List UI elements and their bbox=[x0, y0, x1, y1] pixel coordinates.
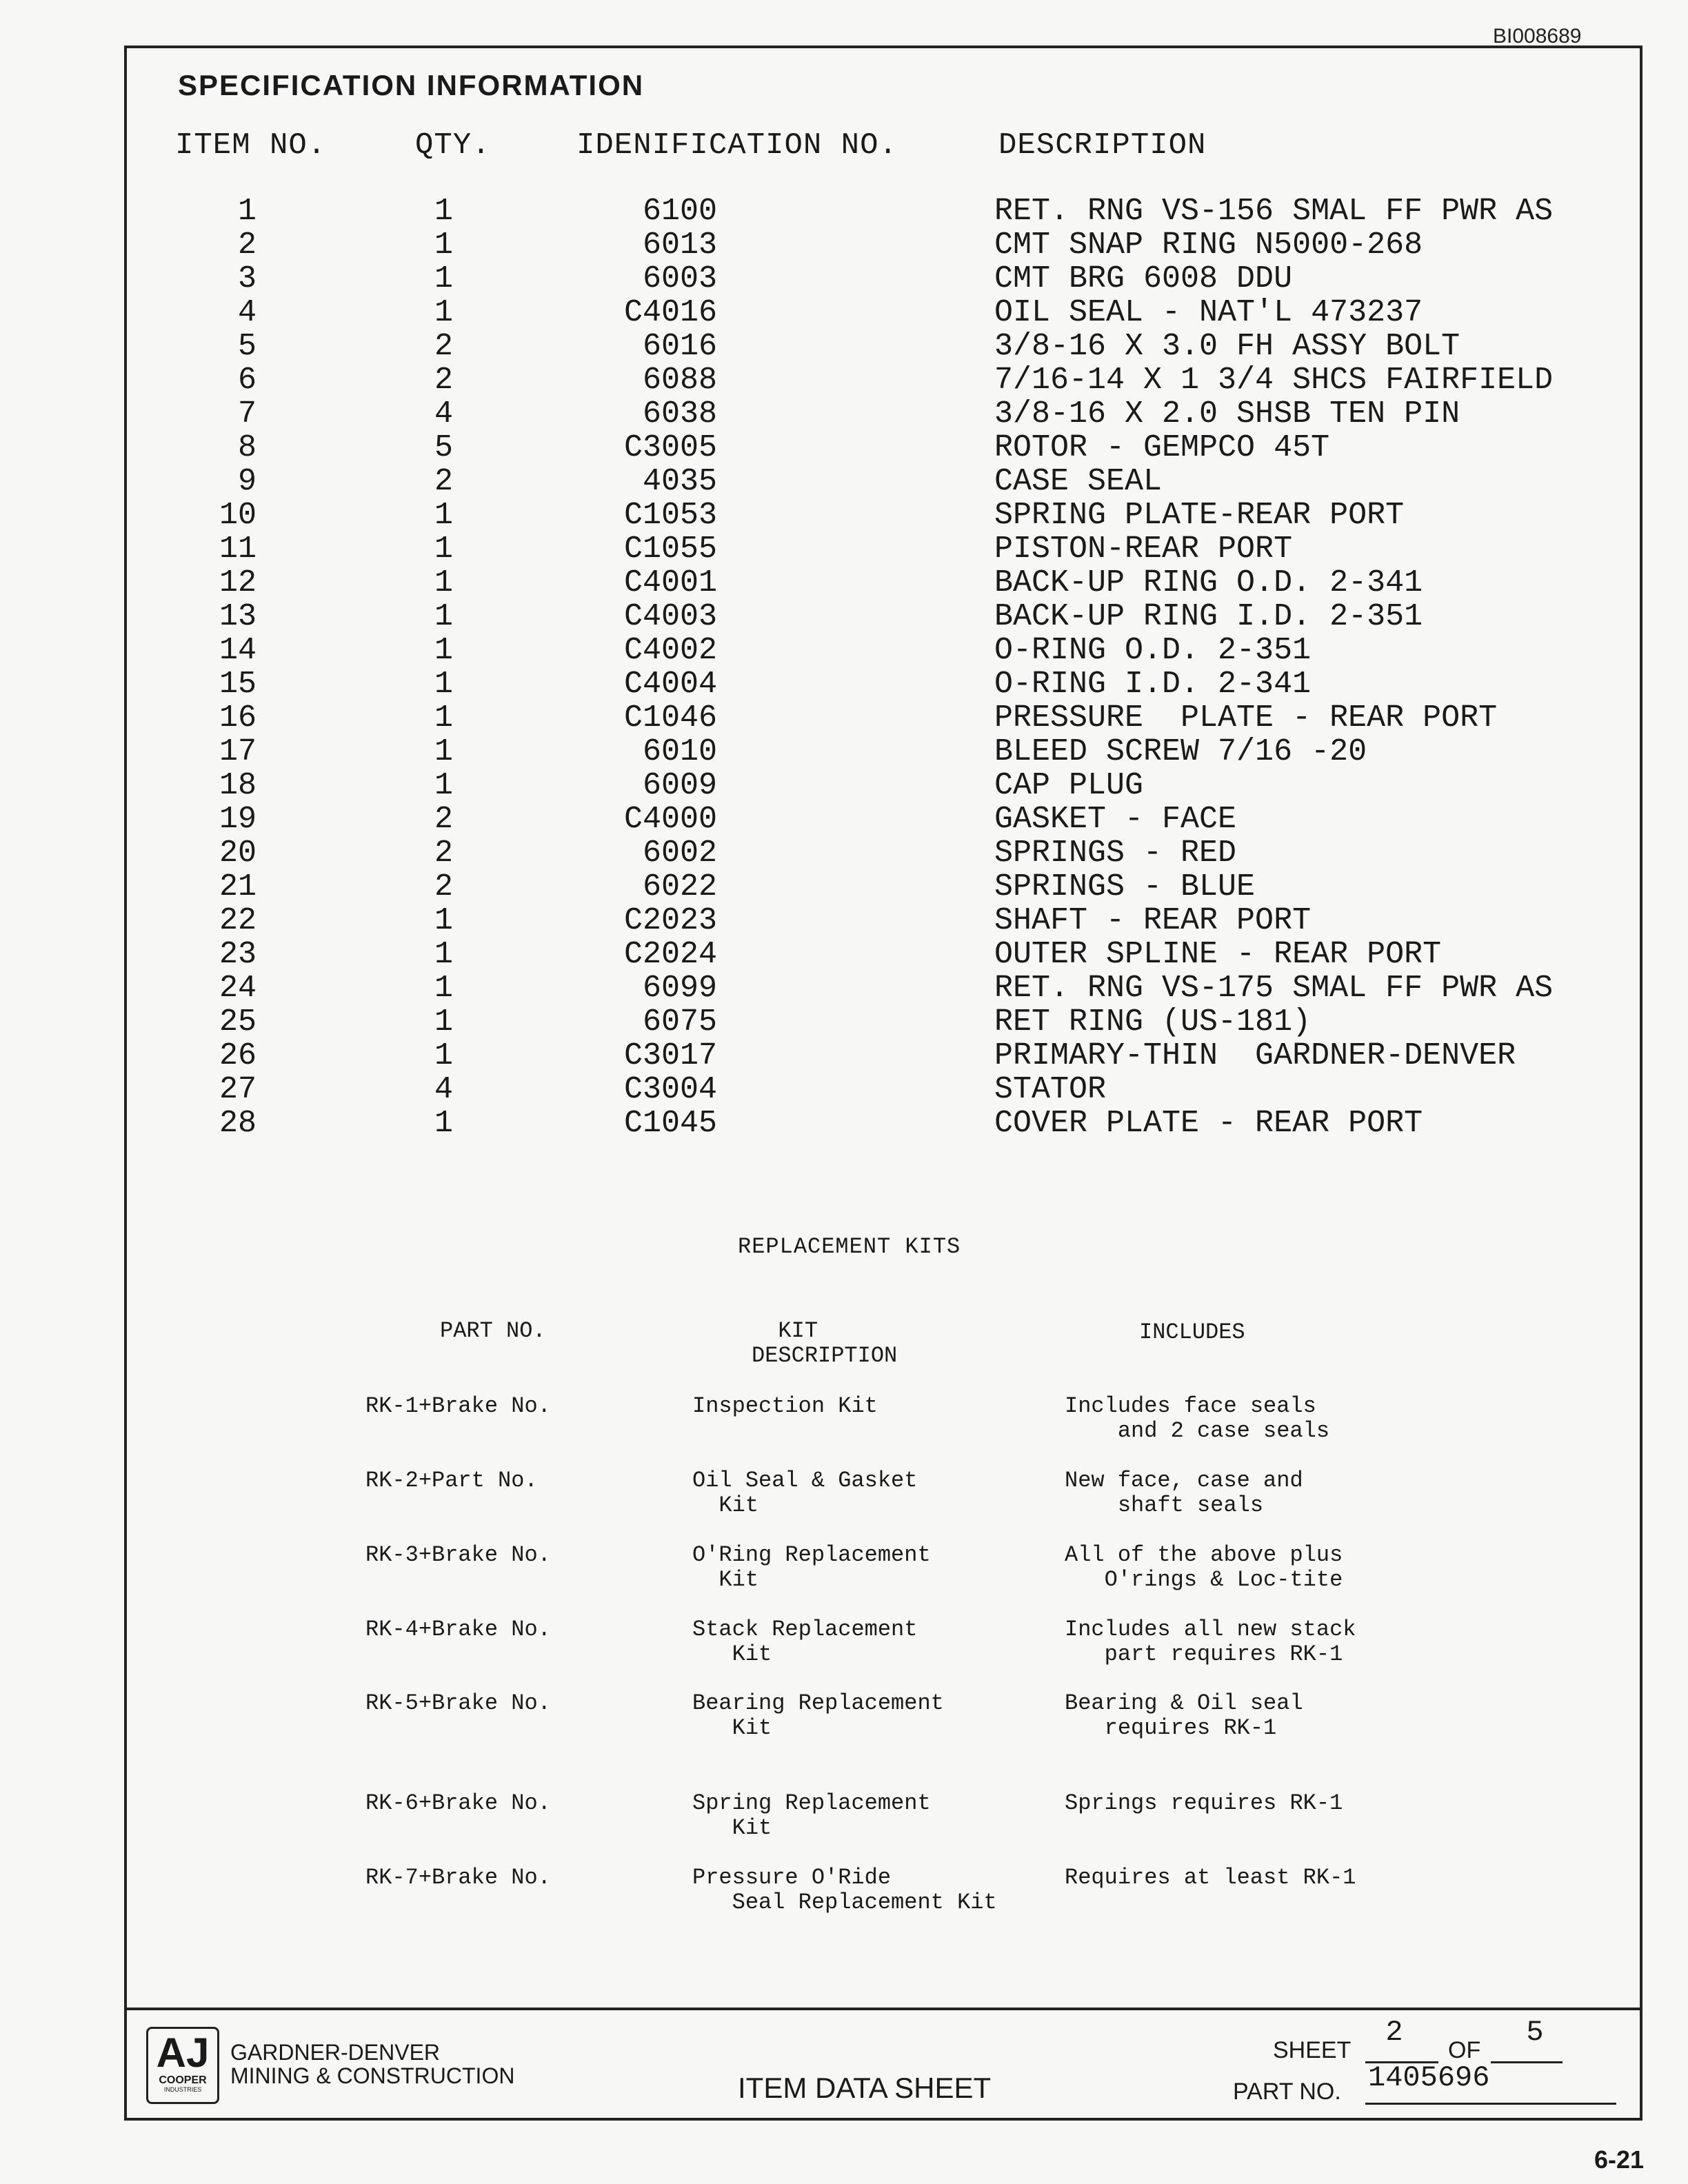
item-description: COVER PLATE - REAR PORT bbox=[994, 1106, 1423, 1141]
item-number: 28 bbox=[219, 1106, 257, 1141]
item-identification: 6099 bbox=[642, 971, 717, 1006]
item-description: OUTER SPLINE - REAR PORT bbox=[994, 937, 1442, 972]
item-number: 5 bbox=[237, 329, 257, 364]
item-number: 22 bbox=[219, 903, 257, 938]
item-qty: 2 bbox=[434, 802, 454, 837]
item-qty: 1 bbox=[434, 1038, 454, 1073]
item-number: 17 bbox=[219, 734, 257, 769]
item-description: 3/8-16 X 2.0 SHSB TEN PIN bbox=[994, 396, 1460, 432]
item-identification: C4002 bbox=[623, 633, 717, 668]
item-row bbox=[0, 836, 1688, 870]
company-name: GARDNER-DENVER MINING & CONSTRUCTION bbox=[230, 2040, 515, 2088]
item-qty: 1 bbox=[434, 768, 454, 803]
item-number: 8 bbox=[237, 430, 257, 465]
item-number: 23 bbox=[219, 937, 257, 972]
kit-includes: All of the above plus O'rings & Loc-tite bbox=[1065, 1542, 1343, 1593]
kit-includes: Springs requires RK-1 bbox=[1065, 1790, 1343, 1816]
kit-includes: Requires at least RK-1 bbox=[1065, 1865, 1356, 1890]
item-qty: 1 bbox=[434, 903, 454, 938]
page-number: 6-21 bbox=[1594, 2145, 1645, 2174]
logo-caption: COOPER bbox=[159, 2074, 207, 2086]
item-identification: 6002 bbox=[642, 836, 717, 871]
item-identification: 6013 bbox=[642, 228, 717, 263]
item-description: SPRINGS - RED bbox=[994, 836, 1237, 871]
kit-description: Pressure O'Ride Seal Replacement Kit bbox=[692, 1865, 997, 1915]
item-identification: 6038 bbox=[642, 396, 717, 432]
item-qty: 1 bbox=[434, 971, 454, 1006]
item-description: BLEED SCREW 7/16 -20 bbox=[994, 734, 1367, 769]
item-row bbox=[0, 667, 1688, 701]
part-no-label: PART NO. bbox=[1233, 2079, 1341, 2105]
item-row bbox=[0, 296, 1688, 330]
header-identification-no: IDENIFICATION NO. bbox=[576, 128, 898, 163]
kit-part-no: RK-4+Brake No. bbox=[365, 1617, 551, 1642]
replacement-kits-title: REPLACEMENT KITS bbox=[738, 1234, 961, 1260]
item-row bbox=[0, 1039, 1688, 1073]
item-number: 24 bbox=[219, 971, 257, 1006]
item-description: PRIMARY-THIN GARDNER-DENVER bbox=[994, 1038, 1516, 1073]
item-row bbox=[0, 735, 1688, 769]
item-identification: C3004 bbox=[623, 1072, 717, 1107]
item-qty: 2 bbox=[434, 363, 454, 398]
kit-includes: Bearing & Oil seal requires RK-1 bbox=[1065, 1690, 1303, 1741]
item-qty: 5 bbox=[434, 430, 454, 465]
spec-title: SPECIFICATION INFORMATION bbox=[178, 69, 645, 101]
kit-row bbox=[0, 1691, 1688, 1746]
logo-mark: AJ bbox=[156, 2030, 210, 2076]
item-identification: C2024 bbox=[623, 937, 717, 972]
kit-part-no: RK-5+Brake No. bbox=[365, 1690, 551, 1716]
item-number: 2 bbox=[237, 228, 257, 263]
item-qty: 1 bbox=[434, 194, 454, 229]
item-qty: 1 bbox=[434, 700, 454, 736]
item-description: 7/16-14 X 1 3/4 SHCS FAIRFIELD bbox=[994, 363, 1554, 398]
item-identification: C1055 bbox=[623, 532, 717, 567]
kit-includes: New face, case and shaft seals bbox=[1065, 1468, 1303, 1518]
item-description: RET. RNG VS-175 SMAL FF PWR AS bbox=[994, 971, 1554, 1006]
kit-row bbox=[0, 1468, 1688, 1524]
item-description: GASKET - FACE bbox=[994, 802, 1237, 837]
item-row bbox=[0, 1005, 1688, 1039]
item-row bbox=[0, 971, 1688, 1005]
part-no-underline bbox=[1365, 2103, 1616, 2105]
of-label: OF bbox=[1448, 2037, 1481, 2063]
item-identification: C2023 bbox=[623, 903, 717, 938]
item-qty: 2 bbox=[434, 464, 454, 499]
item-number: 13 bbox=[219, 599, 257, 634]
kit-row bbox=[0, 1866, 1688, 1921]
kit-description: Oil Seal & Gasket Kit bbox=[692, 1468, 918, 1518]
item-identification: 6022 bbox=[642, 869, 717, 904]
item-row bbox=[0, 1106, 1688, 1140]
item-number: 14 bbox=[219, 633, 257, 668]
item-qty: 2 bbox=[434, 329, 454, 364]
item-row bbox=[0, 228, 1688, 262]
item-description: CASE SEAL bbox=[994, 464, 1163, 499]
item-number: 9 bbox=[237, 464, 257, 499]
kit-part-no: RK-3+Brake No. bbox=[365, 1542, 551, 1568]
item-identification: C4004 bbox=[623, 667, 717, 702]
item-row bbox=[0, 1073, 1688, 1106]
kits-header-includes: INCLUDES bbox=[1139, 1320, 1245, 1345]
item-description: ROTOR - GEMPCO 45T bbox=[994, 430, 1330, 465]
item-row bbox=[0, 363, 1688, 397]
item-qty: 4 bbox=[434, 396, 454, 432]
item-qty: 1 bbox=[434, 599, 454, 634]
item-description: PRESSURE PLATE - REAR PORT bbox=[994, 700, 1498, 736]
item-description: BACK-UP RING O.D. 2-341 bbox=[994, 565, 1423, 600]
item-identification: C1045 bbox=[623, 1106, 717, 1141]
kit-includes: Includes all new stack part requires RK-1 bbox=[1065, 1617, 1356, 1667]
footer-divider bbox=[127, 2008, 1640, 2010]
item-row bbox=[0, 262, 1688, 296]
item-row bbox=[0, 397, 1688, 431]
item-qty: 4 bbox=[434, 1072, 454, 1107]
item-qty: 2 bbox=[434, 836, 454, 871]
item-description: CMT BRG 6008 DDU bbox=[994, 261, 1293, 296]
item-number: 21 bbox=[219, 869, 257, 904]
item-number: 10 bbox=[219, 498, 257, 533]
item-list bbox=[0, 194, 1688, 1140]
kits-header-part-no: PART NO. bbox=[440, 1318, 546, 1344]
item-number: 18 bbox=[219, 768, 257, 803]
item-qty: 1 bbox=[434, 937, 454, 972]
sheet-label: SHEET bbox=[1273, 2037, 1352, 2063]
item-identification: C4016 bbox=[623, 295, 717, 330]
item-number: 1 bbox=[237, 194, 257, 229]
item-number: 20 bbox=[219, 836, 257, 871]
kit-part-no: RK-7+Brake No. bbox=[365, 1865, 551, 1890]
kit-description: O'Ring Replacement Kit bbox=[692, 1542, 931, 1593]
kit-row bbox=[0, 1791, 1688, 1846]
kit-row bbox=[0, 1394, 1688, 1449]
item-identification: 6016 bbox=[642, 329, 717, 364]
item-row bbox=[0, 330, 1688, 363]
item-number: 26 bbox=[219, 1038, 257, 1073]
item-identification: 6088 bbox=[642, 363, 717, 398]
item-row bbox=[0, 769, 1688, 802]
item-row bbox=[0, 532, 1688, 566]
header-qty: QTY. bbox=[415, 128, 491, 163]
item-row bbox=[0, 701, 1688, 735]
item-number: 11 bbox=[219, 532, 257, 567]
item-qty: 1 bbox=[434, 1106, 454, 1141]
cooper-logo bbox=[146, 2027, 219, 2104]
item-qty: 1 bbox=[434, 228, 454, 263]
item-qty: 1 bbox=[434, 667, 454, 702]
item-qty: 1 bbox=[434, 261, 454, 296]
item-description: SHAFT - REAR PORT bbox=[994, 903, 1312, 938]
sheet-title: ITEM DATA SHEET bbox=[738, 2072, 992, 2104]
item-number: 25 bbox=[219, 1004, 257, 1040]
item-row bbox=[0, 904, 1688, 938]
item-description: PISTON-REAR PORT bbox=[994, 532, 1293, 567]
item-qty: 1 bbox=[434, 295, 454, 330]
sheet-value: 2 bbox=[1385, 2016, 1403, 2049]
header-description: DESCRIPTION bbox=[998, 128, 1207, 163]
item-qty: 2 bbox=[434, 869, 454, 904]
item-number: 6 bbox=[237, 363, 257, 398]
item-row bbox=[0, 938, 1688, 971]
kit-part-no: RK-6+Brake No. bbox=[365, 1790, 551, 1816]
header-item-no: ITEM NO. bbox=[175, 128, 327, 163]
item-identification: C3017 bbox=[623, 1038, 717, 1073]
item-description: BACK-UP RING I.D. 2-351 bbox=[994, 599, 1423, 634]
item-qty: 1 bbox=[434, 565, 454, 600]
item-number: 12 bbox=[219, 565, 257, 600]
item-identification: C4000 bbox=[623, 802, 717, 837]
item-identification: 4035 bbox=[642, 464, 717, 499]
item-number: 16 bbox=[219, 700, 257, 736]
item-number: 27 bbox=[219, 1072, 257, 1107]
item-description: CAP PLUG bbox=[994, 768, 1144, 803]
item-description: CMT SNAP RING N5000-268 bbox=[994, 228, 1423, 263]
item-qty: 1 bbox=[434, 633, 454, 668]
item-qty: 1 bbox=[434, 532, 454, 567]
item-description: OIL SEAL - NAT'L 473237 bbox=[994, 295, 1423, 330]
kit-description: Spring Replacement Kit bbox=[692, 1790, 931, 1841]
item-row bbox=[0, 465, 1688, 498]
kit-description: Bearing Replacement Kit bbox=[692, 1690, 944, 1741]
item-description: SPRINGS - BLUE bbox=[994, 869, 1256, 904]
kit-includes: Includes face seals and 2 case seals bbox=[1065, 1393, 1330, 1444]
item-description: 3/8-16 X 3.0 FH ASSY BOLT bbox=[994, 329, 1460, 364]
kits-header-kit-description: KIT DESCRIPTION bbox=[752, 1318, 898, 1368]
item-identification: 6003 bbox=[642, 261, 717, 296]
item-description: SPRING PLATE-REAR PORT bbox=[994, 498, 1405, 533]
logo-caption-small: INDUSTRIES bbox=[163, 2086, 202, 2093]
item-identification: 6075 bbox=[642, 1004, 717, 1040]
item-description: RET RING (US-181) bbox=[994, 1004, 1312, 1040]
item-row bbox=[0, 498, 1688, 532]
item-description: STATOR bbox=[994, 1072, 1107, 1107]
item-qty: 1 bbox=[434, 1004, 454, 1040]
kit-description: Inspection Kit bbox=[692, 1393, 878, 1419]
item-identification: 6100 bbox=[642, 194, 717, 229]
item-identification: 6009 bbox=[642, 768, 717, 803]
item-identification: C4001 bbox=[623, 565, 717, 600]
item-description: O-RING O.D. 2-351 bbox=[994, 633, 1312, 668]
kit-part-no: RK-2+Part No. bbox=[365, 1468, 538, 1493]
item-identification: C1053 bbox=[623, 498, 717, 533]
item-identification: C4003 bbox=[623, 599, 717, 634]
item-identification: 6010 bbox=[642, 734, 717, 769]
kit-row bbox=[0, 1617, 1688, 1672]
item-identification: C3005 bbox=[623, 430, 717, 465]
item-row bbox=[0, 566, 1688, 600]
item-row bbox=[0, 802, 1688, 836]
document-id: BI008689 bbox=[1493, 25, 1582, 48]
item-number: 4 bbox=[237, 295, 257, 330]
item-row bbox=[0, 431, 1688, 465]
item-qty: 1 bbox=[434, 498, 454, 533]
item-number: 15 bbox=[219, 667, 257, 702]
item-identification: C1046 bbox=[623, 700, 717, 736]
kit-description: Stack Replacement Kit bbox=[692, 1617, 918, 1667]
item-qty: 1 bbox=[434, 734, 454, 769]
item-number: 3 bbox=[237, 261, 257, 296]
item-row bbox=[0, 634, 1688, 667]
item-description: O-RING I.D. 2-341 bbox=[994, 667, 1312, 702]
item-row bbox=[0, 870, 1688, 904]
item-row bbox=[0, 600, 1688, 634]
item-row bbox=[0, 194, 1688, 228]
kit-part-no: RK-1+Brake No. bbox=[365, 1393, 551, 1419]
part-no-value: 1405696 bbox=[1368, 2061, 1490, 2094]
of-value: 5 bbox=[1526, 2016, 1544, 2049]
item-number: 7 bbox=[237, 396, 257, 432]
kit-row bbox=[0, 1543, 1688, 1598]
item-number: 19 bbox=[219, 802, 257, 837]
item-description: RET. RNG VS-156 SMAL FF PWR AS bbox=[994, 194, 1554, 229]
